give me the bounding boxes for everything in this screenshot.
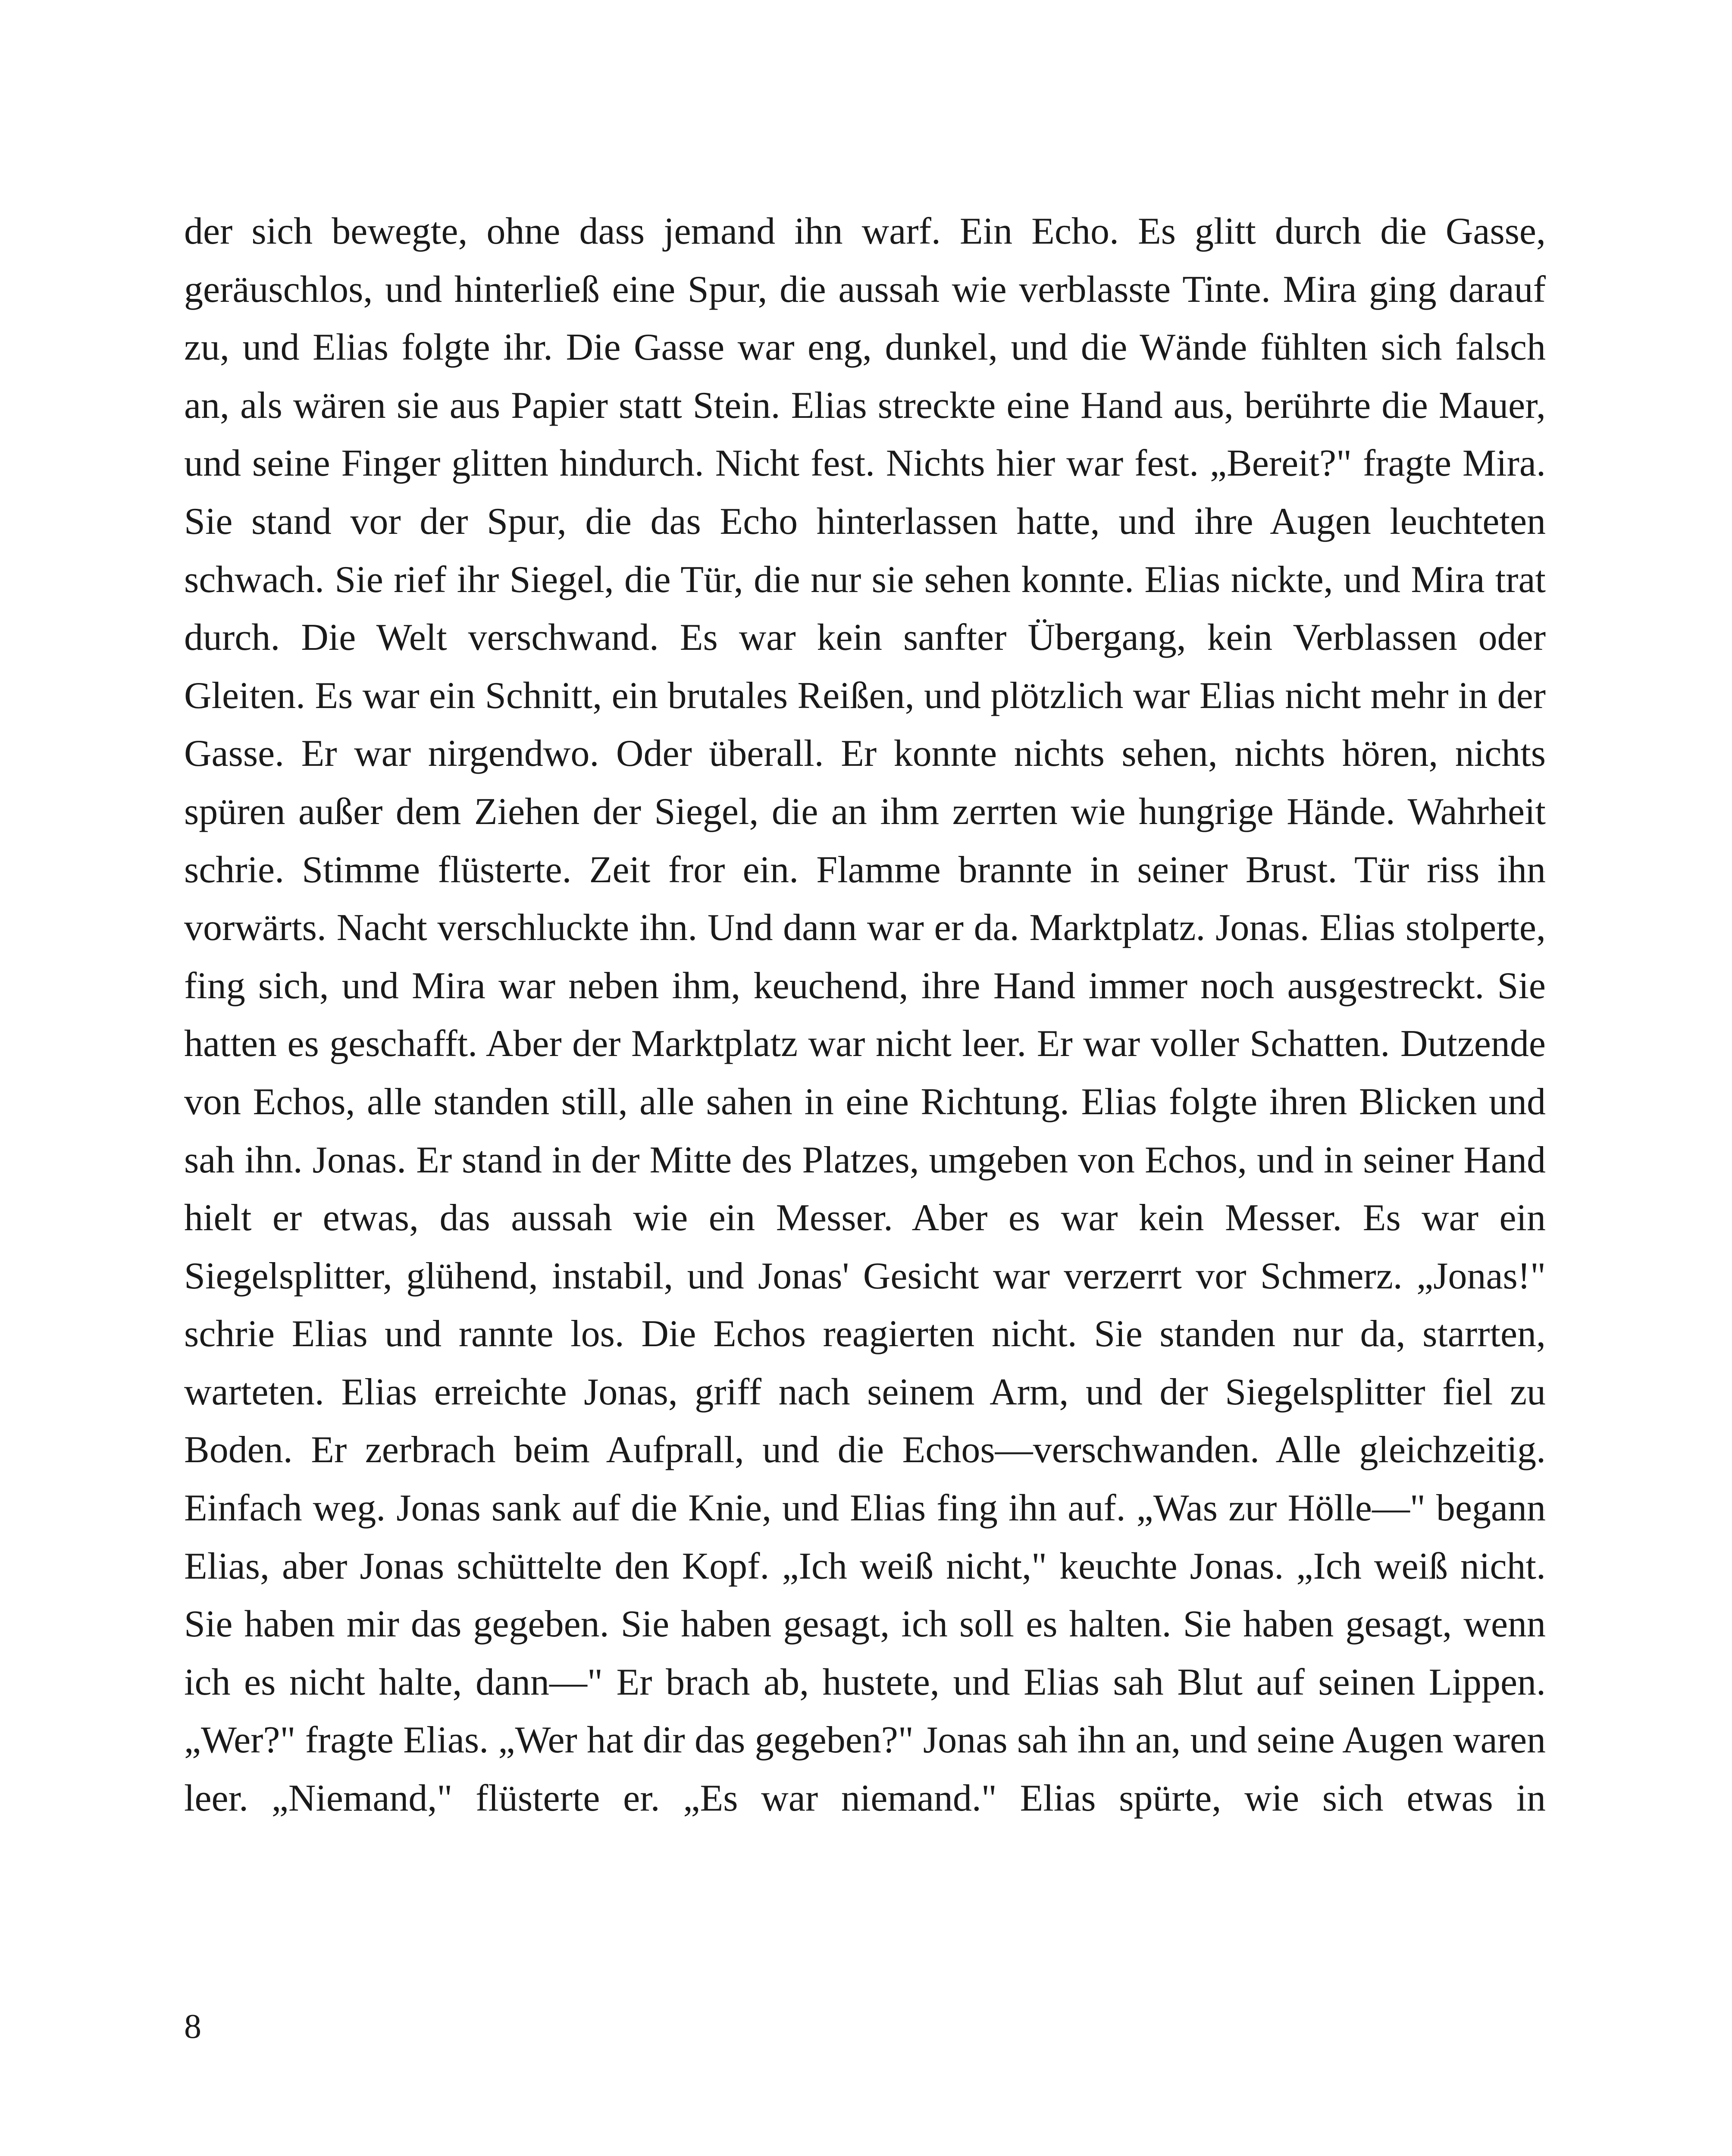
body-paragraph: der sich bewegte, ohne dass jemand ihn warf. Ein Echo. Es glitt durch die Gasse, geräuschlos, und hinterließ eine Spur, die aussah wie verblasste Tinte. Mira ging darauf zu, und Elias folgte ihr. Die Gasse war eng, dunkel, und die Wände fühlten sich falsch an, als wären sie aus Papier statt Stein. Elias streckte eine Hand aus, berührte die Mauer, und seine Finger glitten hindurch. Nicht fest. Nichts hier war fest. „Bereit?" fragte Mira. Sie stand vor der Spur, die das Echo hinterlassen hatte, und ihre Augen leuchteten schwach. Sie rief ihr Siegel, die Tür, die nur sie sehen konnte. Elias nickte, und Mira trat durch. Die Welt verschwand. Es war kein sanfter Übergang, kein Verblassen oder Gleiten. Es war ein Schnitt, ein brutales Reißen, und plötzlich war Elias nicht mehr in der Gasse. Er war nirgendwo. Oder überall. Er konnte nichts sehen, nichts hören, nichts spüren außer dem Ziehen der Siegel, die an ihm zerrten wie hungrige Hände. Wahrheit schrie. Stimme flüsterte. Zeit fror ein. Flamme brannte in seiner Brust. Tür riss ihn vorwärts. Nacht verschluckte ihn. Und dann war er da. Marktplatz. Jonas. Elias stolperte, fing sich, und Mira war neben ihm, keuchend, ihre Hand immer noch ausgestreckt. Sie hatten es geschafft. Aber der Marktplatz war nicht leer. Er war voller Schatten. Dutzende von Echos, alle standen still, alle sahen in eine Richtung. Elias folgte ihren Blicken und sah ihn. Jonas. Er stand in der Mitte des Platzes, umgeben von Echos, und in seiner Hand hielt er etwas, das aussah wie ein Messer. Aber es war kein Messer. Es war ein Siegelsplitter, glühend, instabil, und Jonas' Gesicht war verzerrt vor Schmerz. „Jonas!" schrie Elias und rannte los. Die Echos reagierten nicht. Sie standen nur da, starrten, warteten. Elias erreichte Jonas, griff nach seinem Arm, und der Siegelsplitter fiel zu Boden. Er zerbrach beim Aufprall, und die Echos—verschwanden. Alle gleichzeitig. Einfach weg. Jonas sank auf die Knie, und Elias fing ihn auf. „Was zur Hölle—" begann Elias, aber Jonas schüttelte den Kopf. „Ich weiß nicht," keuchte Jonas. „Ich weiß nicht. Sie haben mir das gegeben. Sie haben gesagt, ich soll es halten. Sie haben gesagt, wenn ich es nicht halte, dann—" Er brach ab, hustete, und Elias sah Blut auf seinen Lippen. „Wer?" fragte Elias. „Wer hat dir das gegeben?" Jonas sah ihn an, und seine Augen waren leer. „Niemand," flüsterte er. „Es war niemand." Elias spürte, wie sich etwas in [184, 210, 1546, 1820]
page-number: 8 [184, 2008, 201, 2046]
